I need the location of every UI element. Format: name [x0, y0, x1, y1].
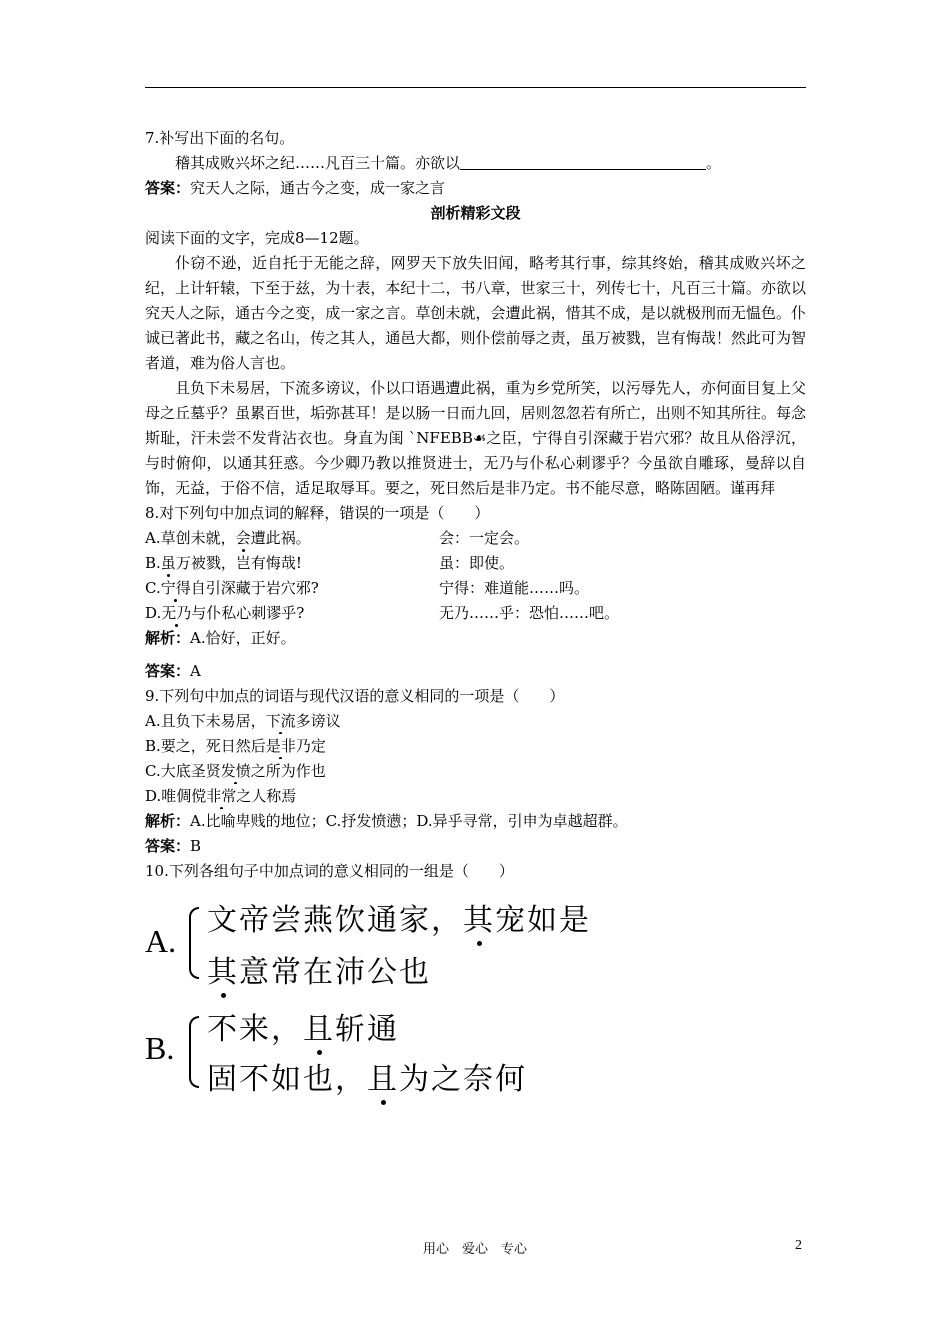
- option-text: C.大底圣贤: [145, 762, 221, 780]
- dotted-word: 其: [207, 955, 239, 990]
- line-text: 文帝尝燕饮通家，: [207, 903, 463, 938]
- q8-analysis: [145, 626, 806, 651]
- page-footer: 用心 爱心 专心: [422, 1242, 527, 1257]
- q9-answer: [145, 834, 806, 859]
- content: [145, 126, 806, 884]
- reading-intro: 阅读下面的文字，完成8—12题。: [145, 229, 369, 247]
- dotted-word: 是非: [265, 737, 296, 755]
- dotted-word: 会: [235, 529, 251, 547]
- dotted-word: 其: [463, 903, 495, 938]
- option-text: D.唯倜傥: [145, 787, 207, 805]
- q10-group-b: [145, 1004, 745, 1099]
- group-b-line-2: [207, 1054, 527, 1098]
- passage-paragraph-2: 且负下未易居，下流多谤议，仆以口语遇遭此祸，重为乡党所笑，以污辱先人，亦何面目复上父母之丘墓乎？虽累百世，垢弥甚耳！是以肠一日而九回，居则忽忽若有所亡，出则不知其所往。每念斯耻，汗未尝不发背沾衣也。身直为闺 `NFEBB☙之臣，宁得自引深藏于岩穴邪？故且从俗浮沉，与时俯仰，以通其狂惑。今少卿乃教以推贤进士，无乃与仆私心刺谬乎？今虽欲自雕琢，曼辞以自饰，无益，于俗不信，适足取辱耳。要之，死日然后是非乃定。书不能尽意，略陈固陋。谨再拜: [145, 379, 806, 497]
- option-text: 乃定: [295, 737, 326, 755]
- answer-label: 答案：: [145, 179, 191, 197]
- q9-title: 9.下列句中加点的词语与现代汉语的意义相同的一项是（ ）: [145, 687, 565, 705]
- option-gloss: 会：一定会。: [439, 529, 530, 547]
- analysis-text: A.恰好，正好。: [190, 629, 296, 647]
- dotted-word: 且: [303, 1012, 335, 1047]
- group-letter: A.: [145, 923, 177, 959]
- line-text: 斩通: [335, 1012, 399, 1047]
- header-rule: [145, 87, 806, 88]
- brace-icon: [189, 907, 199, 979]
- page-number: 2: [795, 1238, 802, 1253]
- q7-answer: [145, 176, 806, 201]
- option-text: 与仆私心刺谬乎?: [191, 604, 305, 622]
- answer-text: A: [190, 662, 201, 680]
- q8-option-b: [145, 551, 806, 576]
- q9-option-b: [145, 734, 806, 759]
- option-text: 自引深藏于岩穴邪?: [190, 579, 319, 597]
- analysis-text: A.比喻卑贱的地位；C.抒发愤懑；D.异乎寻常，引申为卓越超群。: [190, 812, 628, 830]
- q8-option-a: [145, 526, 806, 551]
- option-text: 遭此祸。: [250, 529, 311, 547]
- answer-text: 究天人之际，通古今之变，成一家之言: [190, 179, 446, 197]
- dotted-word: 且: [367, 1062, 399, 1097]
- option-gloss: 宁得：难道能……吗。: [439, 579, 590, 597]
- option-text: B.: [145, 554, 161, 572]
- q8-option-c: [145, 576, 806, 601]
- dotted-word: 宁得: [160, 579, 191, 597]
- line-text: 固不如也，: [207, 1062, 367, 1097]
- dotted-word: 下流: [265, 712, 296, 730]
- option-text: 万被戮，岂有悔哉!: [175, 554, 302, 572]
- option-text: 之所为作也: [250, 762, 326, 780]
- q8-answer: [145, 659, 806, 684]
- option-text: D.: [145, 604, 162, 622]
- option-gloss: 无乃……乎：恐怕……吧。: [439, 604, 620, 622]
- q7-title: 7.补写出下面的名句。: [145, 129, 295, 147]
- group-b-line-1: [207, 1004, 399, 1048]
- q9-option-d: [145, 784, 806, 809]
- q10-title: 10.下列各组句子中加点词的意义相同的一组是（ ）: [145, 862, 514, 880]
- line-text: 意常在沛公也: [239, 955, 431, 990]
- section-title: 剖析精彩文段: [430, 204, 521, 222]
- dotted-word: 虽: [160, 554, 176, 572]
- analysis-label: 解析：: [145, 629, 191, 647]
- option-text: A.草创未就，: [145, 529, 236, 547]
- q9-analysis: [145, 809, 806, 834]
- q9-option-c: [145, 759, 806, 784]
- q7-prompt: [145, 151, 806, 176]
- q7-answer-blank: [460, 154, 706, 170]
- dotted-word: 发愤: [220, 762, 251, 780]
- line-text: 宠如是: [495, 903, 591, 938]
- q9-option-a: [145, 709, 806, 734]
- q10-group-a: [145, 895, 745, 990]
- option-text: C.: [145, 579, 161, 597]
- q7-prompt-text: 稽其成败兴坏之纪……凡百三十篇。亦欲以: [175, 154, 461, 172]
- q7-prompt-end: 。: [706, 154, 722, 172]
- q8-title: 8.对下列句中加点词的解释，错误的一项是（ ）: [145, 504, 490, 522]
- answer-text: B: [190, 837, 202, 855]
- option-gloss: 虽：即使。: [439, 554, 515, 572]
- dotted-word: 无乃: [161, 604, 192, 622]
- dotted-word: 非常: [206, 787, 237, 805]
- option-text: 多谤议: [295, 712, 341, 730]
- brace-icon: [189, 1016, 199, 1088]
- answer-label: 答案：: [145, 837, 191, 855]
- analysis-label: 解析：: [145, 812, 191, 830]
- line-text: 不来，: [207, 1012, 303, 1047]
- passage-paragraph-1: 仆窃不逊，近自托于无能之辞，网罗天下放失旧闻，略考其行事，综其终始，稽其成败兴坏之纪，上计轩辕，下至于兹，为十表，本纪十二，书八章，世家三十，列传七十，凡百三十篇。亦欲以究天人之际，通古今之变，成一家之言。草创未就，会遭此祸，惜其不成，是以就极刑而无愠色。仆诚已著此书，藏之名山，传之其人，通邑大都，则仆偿前辱之责，虽万被戮，岂有悔哉！然此可为智者道，难为俗人言也。: [145, 254, 806, 372]
- q8-option-d: [145, 601, 806, 626]
- answer-label: 答案：: [145, 662, 191, 680]
- group-letter: B.: [145, 1030, 175, 1066]
- option-text: A.且负下未易居，: [145, 712, 266, 730]
- group-a-line-1: [207, 895, 591, 939]
- group-a-line-2: [207, 947, 431, 991]
- option-text: B.要之，死日然后: [145, 737, 266, 755]
- line-text: 为之奈何: [399, 1062, 527, 1097]
- option-text: 之人称焉: [236, 787, 297, 805]
